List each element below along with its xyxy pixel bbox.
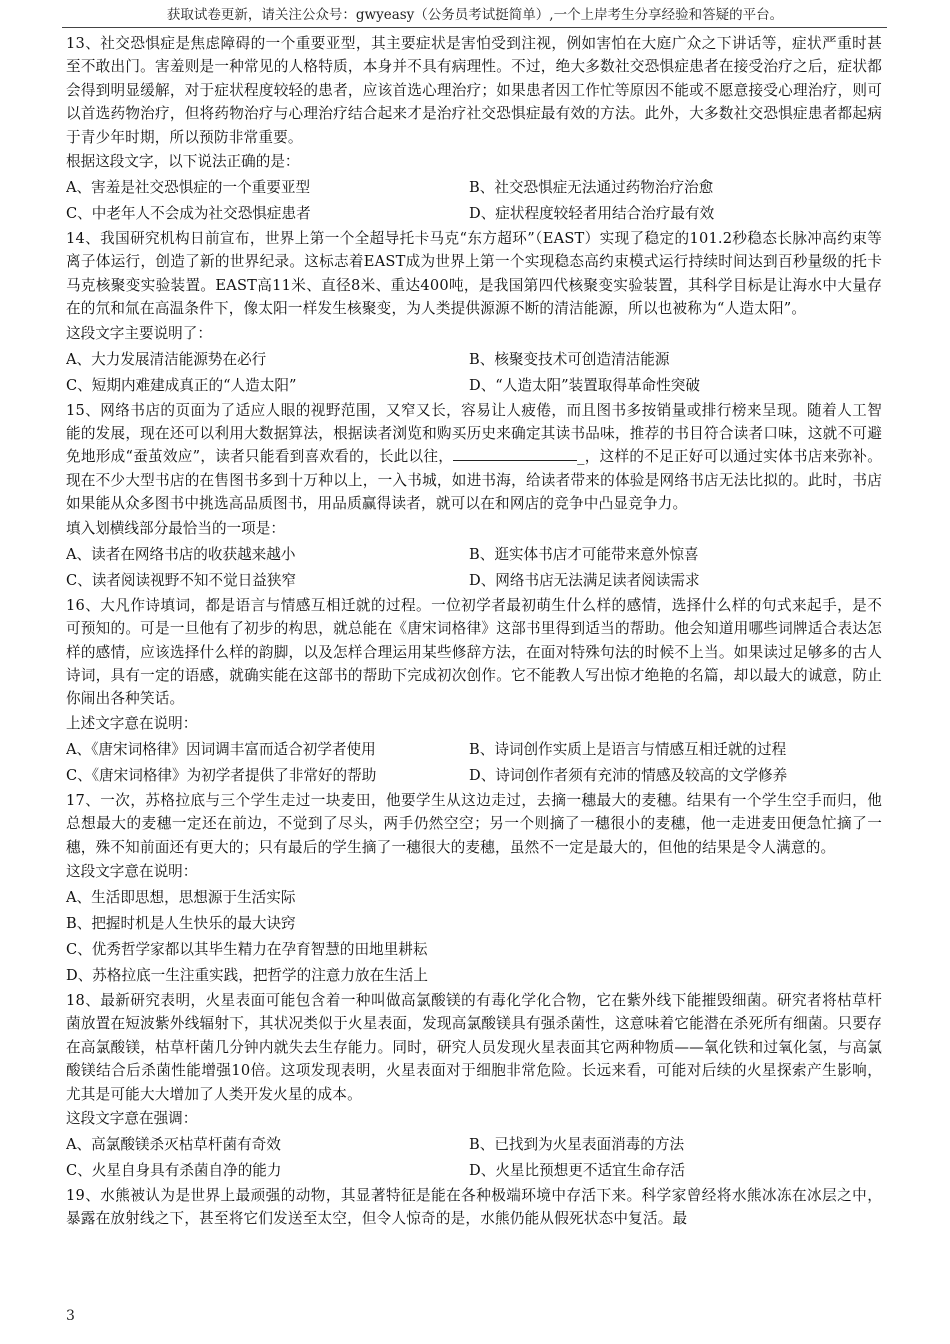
q14-option-d[interactable]: D、“人造太阳”装置取得革命性突破	[469, 376, 700, 394]
q18-passage: 18、最新研究表明，火星表面可能包含着一种叫做高氯酸镁的有毒化学化合物，它在紫外线下能摧毁细菌。研究者将枯草杆菌放置在短波紫外线辐射下，其状况类似于火星表面，发现高氯酸镁具有强杀菌性，这意味着它能潜在杀死所有细菌。只要存在高氯酸镁，枯草杆菌几分钟内就失去生存能力。同时，研究人员发现火星表面其它两种物质——氧化铁和过氧化氢，与高氯酸镁结合后杀菌性能增强10倍。这项发现表明，火星表面对于细胞非常危险。长远来看，可能对后续的火星探索产生影响，尤其是可能大大增加了人类开发火星的成本。	[66, 991, 882, 1103]
page-header: 获取试卷更新，请关注公众号：gwyeasy（公务员考试挺简单）,一个上岸考生分享经验和答疑的平台。	[166, 7, 784, 23]
q13-prompt: 根据这段文字，以下说法正确的是：	[66, 153, 300, 171]
q16-option-b[interactable]: B、诗词创作实质上是语言与情感互相迁就的过程	[469, 740, 787, 758]
q13-option-c[interactable]: C、中老年人不会成为社交恐惧症患者	[66, 205, 311, 223]
q17-option-c[interactable]: C、优秀哲学家都以其毕生精力在孕育智慧的田地里耕耘	[66, 940, 428, 958]
q15-options-row-2	[66, 568, 882, 594]
q19-passage: 19、水熊被认为是世界上最顽强的动物，其显著特征是能在各种极端环境中存活下来。科学家曾经将水熊冰冻在冰层之中，暴露在放射线之下，甚至将它们发送至太空，但令人惊奇的是，水熊仍能从假死状态中复活。最	[66, 1186, 882, 1228]
q16-options-row-2	[66, 763, 882, 789]
q16-option-c[interactable]: C、《唐宋词格律》为初学者提供了非常好的帮助	[66, 766, 377, 784]
q15-option-b[interactable]: B、逛实体书店才可能带来意外惊喜	[469, 545, 699, 563]
q15-passage	[66, 399, 882, 516]
q17-option-b[interactable]: B、把握时机是人生快乐的最大诀窍	[66, 914, 296, 932]
q14-options-row-2	[66, 373, 882, 399]
q14-prompt: 这段文字主要说明了：	[66, 324, 212, 342]
q15-passage-after: _，这样的不足正好可以通过实体书店来弥补。现在不少大型书店的在售图书多到十万种以上，一入书城，如进书海，给读者带来的体验是网络书店无法比拟的。此时，书店如果能从众多图书中挑选高品质图书，用品质赢得读者，就可以在和网店的竞争中凸显竞争力。	[66, 448, 882, 513]
q16-options-row-1	[66, 737, 882, 763]
q14-option-a[interactable]: A、大力发展清洁能源势在必行	[66, 350, 267, 368]
q18-option-a[interactable]: A、高氯酸镁杀灭枯草杆菌有奇效	[66, 1135, 281, 1153]
q16-passage: 16、大凡作诗填词，都是语言与情感互相迁就的过程。一位初学者最初萌生什么样的感情，选择什么样的句式来起手，是不可预知的。可是一旦他有了初步的构思，就总能在《唐宋词格律》这部书里得到适当的帮助。他会知道用哪些词牌适合表达怎样的感情，应该选择什么样的韵脚，以及怎样合理运用某些修辞方法，在面对特殊句法的时候不上当。如果读过足够多的古人诗词，具有一定的语感，就确实能在这部书的帮助下完成初次创作。它不能教人写出惊才绝艳的名篇，却以最大的诚意，防止你闹出各种笑话。	[66, 596, 882, 708]
q13-options-row-1	[66, 175, 882, 201]
q13-option-a[interactable]: A、害羞是社交恐惧症的一个重要亚型	[66, 179, 311, 197]
q15-option-a[interactable]: A、读者在网络书店的收获越来越小	[66, 545, 296, 563]
q13-options-row-2	[66, 201, 882, 227]
q16-prompt: 上述文字意在说明：	[66, 714, 198, 732]
q16-option-d[interactable]: D、诗词创作者须有充沛的情感及较高的文学修养	[469, 766, 788, 784]
q18-options-row-2	[66, 1158, 882, 1184]
q17-passage: 17、一次，苏格拉底与三个学生走过一块麦田，他要学生从这边走过，去摘一穗最大的麦穗。结果有一个学生空手而归，他总想最大的麦穗一定还在前边，不觉到了尽头，两手仍然空空；另一个则摘了一穗很小的麦穗，他一走进麦田便急忙摘了一穗，殊不知前面还有更大的；只有最后的学生摘了一穗很大的麦穗，虽然不一定是最大的，但他的结果是令人满意的。	[66, 791, 882, 856]
q15-prompt: 填入划横线部分最恰当的一项是：	[66, 519, 285, 537]
q14-option-b[interactable]: B、核聚变技术可创造清洁能源	[469, 350, 670, 368]
q15-options-row-1	[66, 542, 882, 568]
q17-option-d[interactable]: D、苏格拉底一生注重实践，把哲学的注意力放在生活上	[66, 966, 428, 984]
q18-option-d[interactable]: D、火星比预想更不适宜生命存活	[469, 1161, 686, 1179]
q15-option-c[interactable]: C、读者阅读视野不知不觉日益狭窄	[66, 571, 297, 589]
q14-options-row-1	[66, 347, 882, 373]
q14-passage: 14、我国研究机构日前宣布，世界上第一个全超导托卡马克“东方超环”（EAST）实现了稳定的101.2秒稳态长脉冲高约束等离子体运行，创造了新的世界纪录。这标志着EAST成为世界上第一个实现稳态高约束模式运行持续时间达到百秒量级的托卡马克核聚变实验装置。EAST高11米、直径8米、重达400吨，是我国第四代核聚变实验装置，其科学目标是让海水中大量存在的氘和氚在高温条件下，像太阳一样发生核聚变，为人类提供源源不断的清洁能源，所以也被称为“人造太阳”。	[66, 230, 882, 318]
q14-option-c[interactable]: C、短期内难建成真正的“人造太阳”	[66, 376, 297, 394]
q15-passage-before: 15、网络书店的页面为了适应人眼的视野范围，又窄又长，容易让人疲倦，而且图书多按销量或排行榜来呈现。随着人工智能的发展，现在还可以利用大数据算法，根据读者浏览和购买历史来确定其读书品味，推荐的书目符合读者口味，这就不可避免地形成“蚕茧效应”，读者只能看到喜欢看的，长此以往，	[66, 401, 882, 466]
q18-option-c[interactable]: C、火星自身具有杀菌自净的能力	[66, 1161, 282, 1179]
page-number: 3	[66, 1308, 75, 1324]
q13-option-b[interactable]: B、社交恐惧症无法通过药物治疗治愈	[469, 179, 714, 197]
q18-option-b[interactable]: B、已找到为火星表面消毒的方法	[469, 1135, 685, 1153]
q18-prompt: 这段文字意在强调：	[66, 1109, 198, 1127]
q13-passage: 13、社交恐惧症是焦虑障碍的一个重要亚型，其主要症状是害怕受到注视，例如害怕在大庭广众之下讲话等，症状严重时甚至不敢出门。害羞则是一种常见的人格特质，本身并不具有病理性。不过，绝大多数社交恐惧症患者在接受治疗之后，症状都会得到明显缓解，对于症状程度较轻的患者，应该首选心理治疗；如果患者因工作忙等原因不能或不愿意接受心理治疗，则可以首选药物治疗，但将药物治疗与心理治疗结合起来才是治疗社交恐惧症最有效的方法。此外，大多数社交恐惧症患者都起病于青少年时期，所以预防非常重要。	[66, 35, 882, 146]
header-rule	[62, 27, 887, 28]
q15-option-d[interactable]: D、网络书店无法满足读者阅读需求	[469, 571, 700, 589]
q16-option-a[interactable]: A、《唐宋词格律》因词调丰富而适合初学者使用	[66, 740, 376, 758]
q13-option-d[interactable]: D、症状程度较轻者用结合治疗最有效	[469, 205, 715, 223]
q15-fill-blank	[453, 446, 577, 461]
q17-option-a[interactable]: A、生活即思想，思想源于生活实际	[66, 888, 296, 906]
q18-options-row-1	[66, 1132, 882, 1158]
q17-prompt: 这段文字意在说明：	[66, 862, 198, 880]
question-content	[66, 32, 882, 1231]
